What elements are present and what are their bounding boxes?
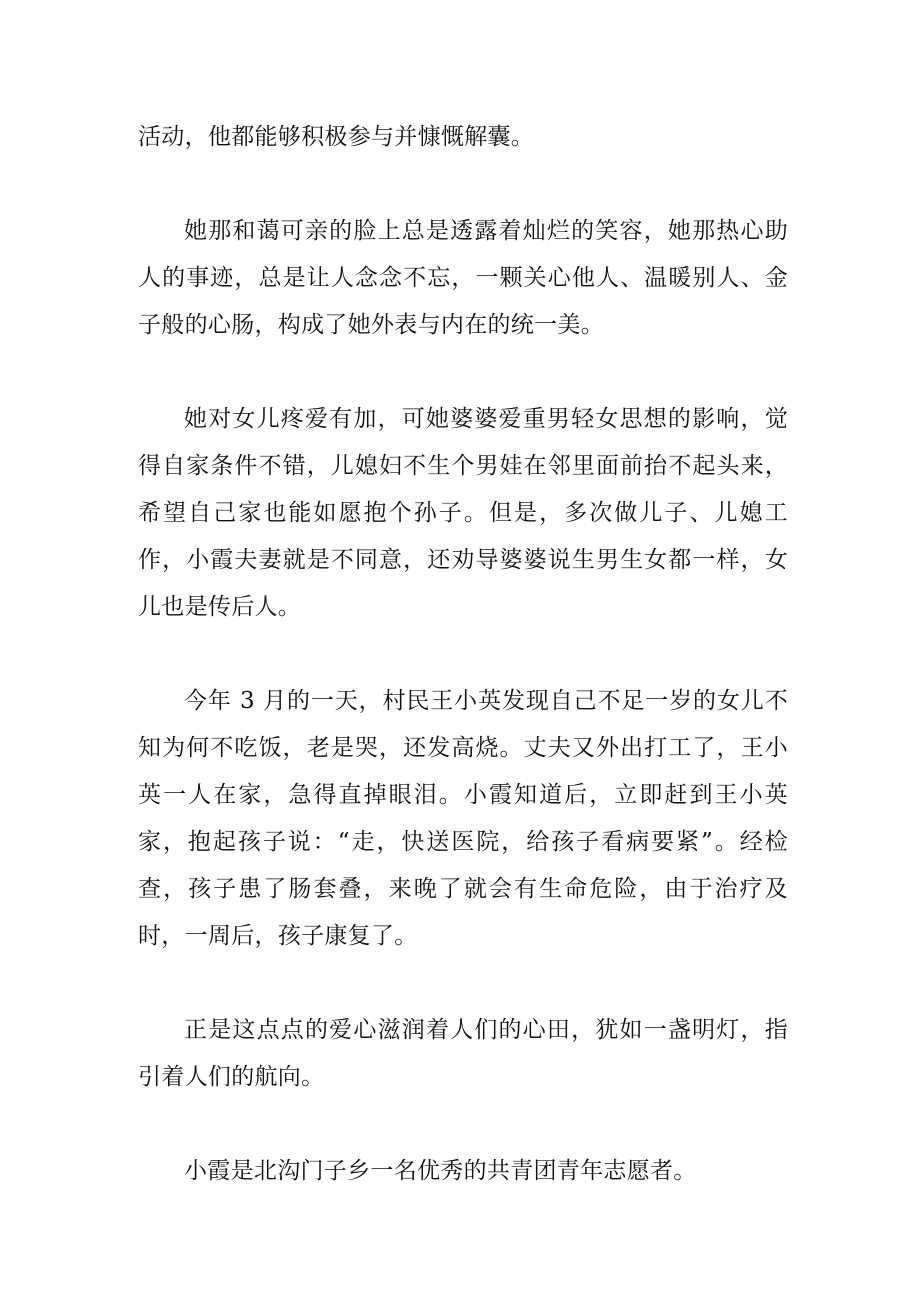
paragraph-6: 小霞是北沟门子乡一名优秀的共青团青年志愿者。 bbox=[184, 1158, 697, 1184]
paragraph-4: 今年 3 月的一天，村民王小英发现自己不足一岁的女儿不知为何不吃饭，老是哭，还发高烧。丈夫又外出打工了，王小英一人在家，急得直掉眼泪。小霞知道后，立即赶到王小英家，抱起孩子说：“走，快送医院，给孩子看病要紧”。经检查，孩子患了肠套叠，来晚了就会有生命危险，由于治疗及时，一周后，孩子康复了。 bbox=[138, 688, 788, 949]
paragraph-2: 她那和蔼可亲的脸上总是透露着灿烂的笑容，她那热心助人的事迹，总是让人念念不忘，一颗关心他人、温暖别人、金子般的心肠，构成了她外表与内在的统一美。 bbox=[138, 218, 788, 338]
document-body bbox=[138, 114, 788, 1242]
paragraph-1: 活动，他都能够积极参与并慷慨解囊。 bbox=[138, 124, 535, 150]
paragraph-5: 正是这点点的爱心滋润着人们的心田，犹如一盏明灯，指引着人们的航向。 bbox=[138, 1017, 788, 1090]
paragraph-3: 她对女儿疼爱有加，可她婆婆爱重男轻女思想的影响，觉得自家条件不错，儿媳妇不生个男娃在邻里面前抬不起头来，希望自己家也能如愿抱个孙子。但是，多次做儿子、儿媳工作，小霞夫妻就是不同意，还劝导婆婆说生男生女都一样，女儿也是传后人。 bbox=[138, 406, 788, 620]
